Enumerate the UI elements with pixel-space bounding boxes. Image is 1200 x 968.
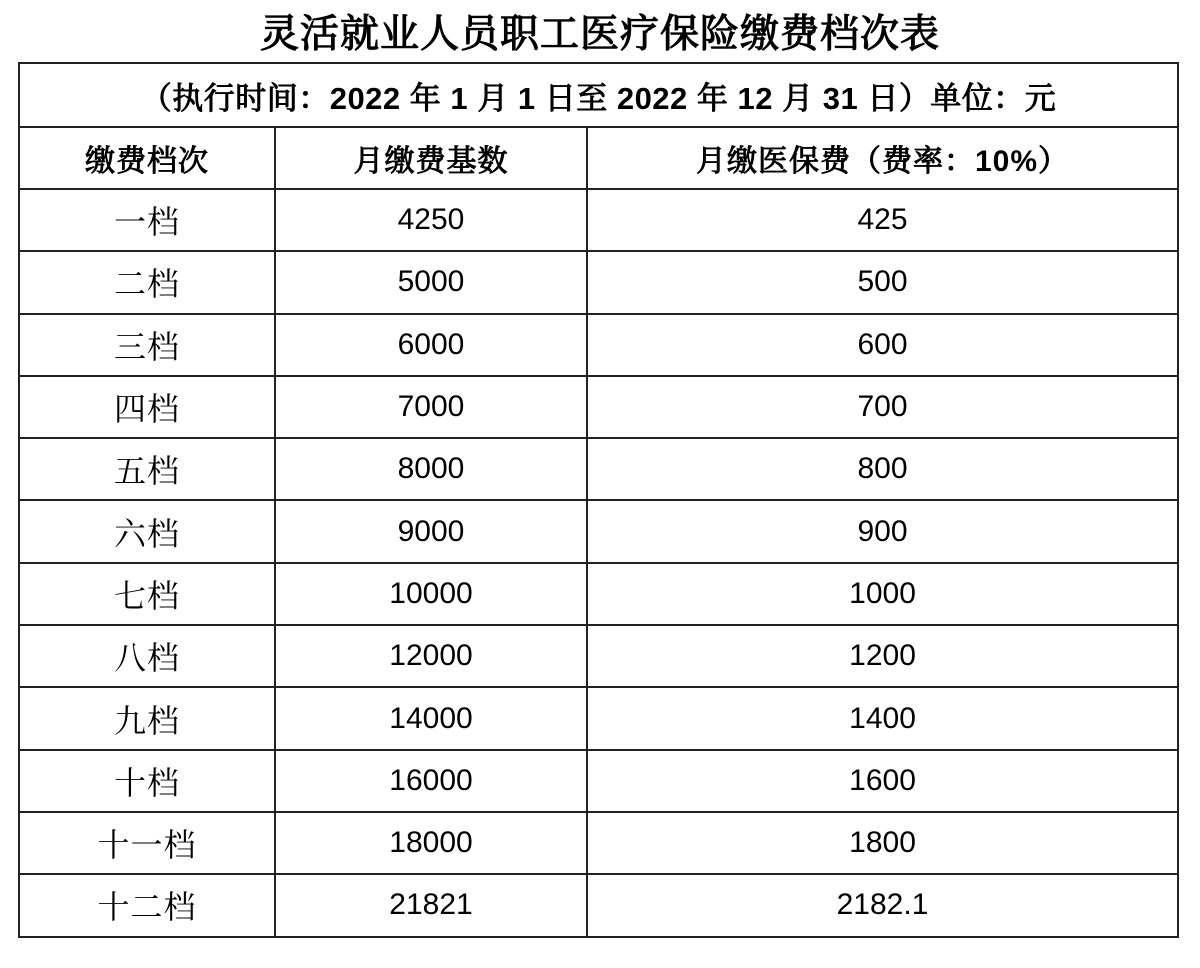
table-row bbox=[19, 750, 1178, 812]
fee-cell: 600 bbox=[587, 314, 1178, 376]
base-cell: 14000 bbox=[275, 687, 587, 749]
base-cell: 18000 bbox=[275, 812, 587, 874]
base-cell: 9000 bbox=[275, 500, 587, 562]
fee-cell: 700 bbox=[587, 376, 1178, 438]
tier-cell: 四档 bbox=[19, 376, 275, 438]
base-cell: 16000 bbox=[275, 750, 587, 812]
fee-cell: 1200 bbox=[587, 625, 1178, 687]
tier-cell: 七档 bbox=[19, 563, 275, 625]
tier-cell: 五档 bbox=[19, 438, 275, 500]
subtitle-row bbox=[19, 63, 1178, 127]
table-row bbox=[19, 438, 1178, 500]
base-cell: 5000 bbox=[275, 251, 587, 313]
table-row bbox=[19, 376, 1178, 438]
table-subtitle: （执行时间：2022 年 1 月 1 日至 2022 年 12 月 31 日）单位：元 bbox=[19, 63, 1178, 127]
table-row bbox=[19, 874, 1178, 936]
table-row bbox=[19, 563, 1178, 625]
base-cell: 8000 bbox=[275, 438, 587, 500]
base-cell: 4250 bbox=[275, 189, 587, 251]
fee-cell: 900 bbox=[587, 500, 1178, 562]
table-row bbox=[19, 625, 1178, 687]
table-row bbox=[19, 314, 1178, 376]
table-row bbox=[19, 500, 1178, 562]
fee-cell: 1800 bbox=[587, 812, 1178, 874]
table-row bbox=[19, 687, 1178, 749]
tier-cell: 十二档 bbox=[19, 874, 275, 936]
tier-cell: 六档 bbox=[19, 500, 275, 562]
tier-cell: 一档 bbox=[19, 189, 275, 251]
base-cell: 21821 bbox=[275, 874, 587, 936]
base-cell: 6000 bbox=[275, 314, 587, 376]
tier-cell: 八档 bbox=[19, 625, 275, 687]
base-cell: 7000 bbox=[275, 376, 587, 438]
table-row bbox=[19, 189, 1178, 251]
tier-cell: 三档 bbox=[19, 314, 275, 376]
tier-cell: 十一档 bbox=[19, 812, 275, 874]
table-row bbox=[19, 251, 1178, 313]
fee-cell: 2182.1 bbox=[587, 874, 1178, 936]
base-cell: 12000 bbox=[275, 625, 587, 687]
table-row bbox=[19, 812, 1178, 874]
fee-cell: 1600 bbox=[587, 750, 1178, 812]
fee-cell: 425 bbox=[587, 189, 1178, 251]
header-row bbox=[19, 127, 1178, 189]
base-cell: 10000 bbox=[275, 563, 587, 625]
tier-cell: 二档 bbox=[19, 251, 275, 313]
column-header-base: 月缴费基数 bbox=[275, 127, 587, 189]
tier-cell: 九档 bbox=[19, 687, 275, 749]
fee-cell: 1400 bbox=[587, 687, 1178, 749]
fee-table bbox=[18, 62, 1179, 938]
column-header-tier: 缴费档次 bbox=[19, 127, 275, 189]
fee-cell: 500 bbox=[587, 251, 1178, 313]
fee-cell: 800 bbox=[587, 438, 1178, 500]
column-header-fee: 月缴医保费（费率：10%） bbox=[587, 127, 1178, 189]
page-title: 灵活就业人员职工医疗保险缴费档次表 bbox=[259, 13, 940, 56]
fee-cell: 1000 bbox=[587, 563, 1178, 625]
tier-cell: 十档 bbox=[19, 750, 275, 812]
